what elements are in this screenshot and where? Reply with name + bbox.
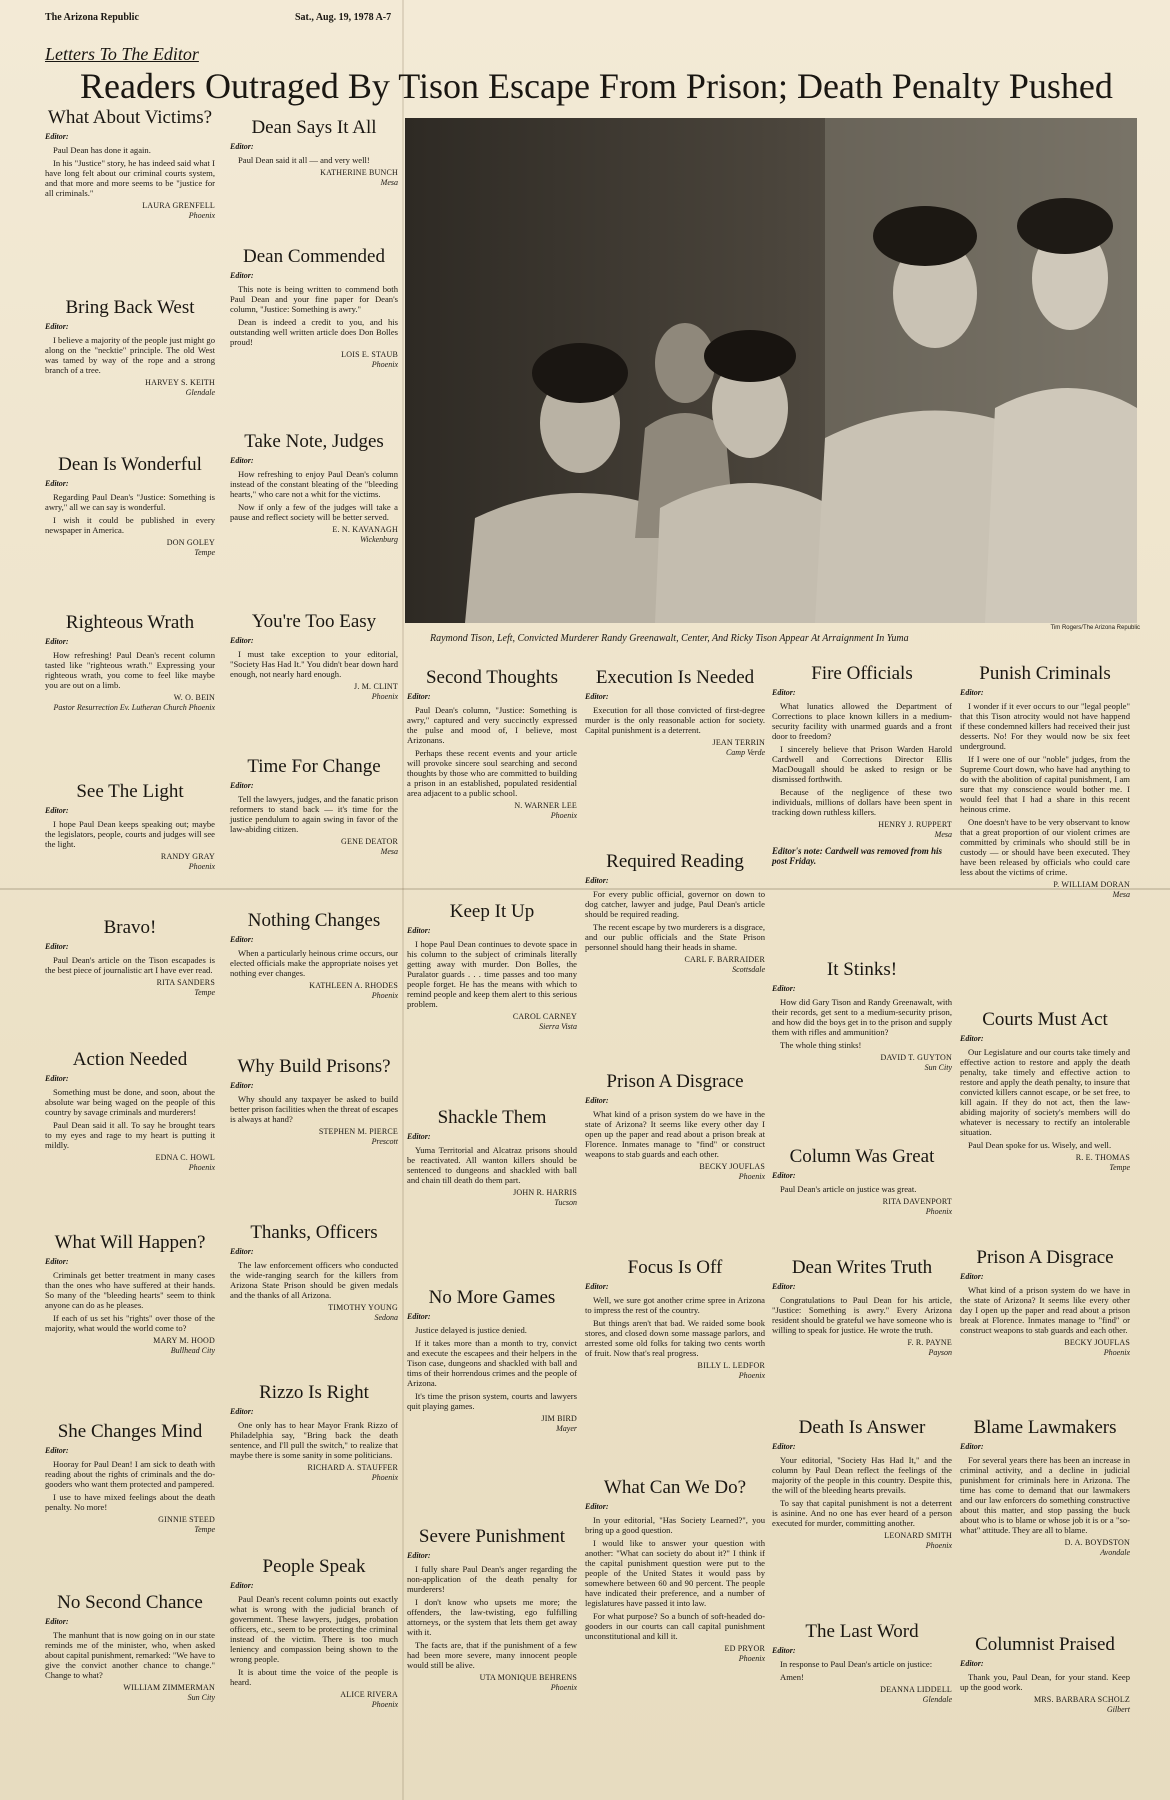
letter-title: What About Victims? <box>47 107 213 128</box>
letter-it-stinks <box>772 960 952 1073</box>
letter-paragraph: The manhunt that is now going on in our state reminds me of the minister, who, when asked about capital punishment, remarked: "We have to give the convict another chance to change." Change to what? <box>45 1630 215 1680</box>
editor-salutation: Editor: <box>230 781 254 790</box>
editor-salutation: Editor: <box>45 132 69 141</box>
editor-salutation: Editor: <box>45 1446 69 1455</box>
letter-author: GINNIE STEED <box>158 1515 215 1524</box>
letter-place: Sedona <box>374 1313 398 1322</box>
letter-paragraph: Regarding Paul Dean's "Justice: Something is awry," all we can say is wonderful. <box>45 492 215 512</box>
letter-paragraph: The facts are, that if the punishment of a few had been more severe, many innocent people would still be alive. <box>407 1640 577 1670</box>
letter-paragraph: If each of us set his "rights" over those of the majority, what would the world come to? <box>45 1313 215 1333</box>
letter-paragraph: What kind of a prison system do we have in the state of Arizona? It seems like every other day I open up the paper and read about a prison break at Florence. Inmates manage to "find" or construct weapons to stab guards and each other. <box>960 1285 1130 1335</box>
letter-paragraph: Our Legislature and our courts take timely and effective action to restore and apply the death penalty, take timely and effective action to restore and apply the death penalty, to insure that convicted killers cannot escape, or be set free, to kill again. If they do not act, then the law-abiding majority of society's members will do whatever is necessary to rectify an intolerable situation. <box>960 1047 1130 1137</box>
letter-title: Nothing Changes <box>247 910 381 931</box>
letter-punish-criminals <box>960 664 1130 900</box>
letter-place: Phoenix <box>925 1541 952 1550</box>
editor-salutation: Editor: <box>45 1257 69 1266</box>
editor-salutation: Editor: <box>772 1646 796 1655</box>
editor-salutation: Editor: <box>960 688 984 697</box>
letter-title: Column Was Great <box>789 1146 935 1167</box>
letter-title: No More Games <box>428 1287 556 1308</box>
letter-place: Wickenburg <box>360 535 398 544</box>
letter-paragraph: Amen! <box>780 1672 804 1682</box>
letter-required-reading <box>585 852 765 975</box>
editor-salutation: Editor: <box>45 637 69 646</box>
letter-take-note-judges <box>230 432 398 545</box>
editor-salutation: Editor: <box>45 806 69 815</box>
letter-place: Glendale <box>922 1695 952 1704</box>
letter-title: Bravo! <box>103 917 157 938</box>
letter-place: Mesa <box>1112 890 1130 899</box>
letter-fire-officials <box>772 664 952 866</box>
editor-salutation: Editor: <box>407 692 431 701</box>
letter-title: Dean Is Wonderful <box>58 454 202 475</box>
letter-place: Tempe <box>194 548 215 557</box>
letter-author: BECKY JOUFLAS <box>1064 1338 1130 1347</box>
letter-place: Phoenix <box>188 1163 215 1172</box>
letter-why-build-prisons <box>230 1057 398 1147</box>
letter-what-about-victims <box>45 108 215 221</box>
letter-author: HENRY J. RUPPERT <box>878 820 952 829</box>
letter-paragraph: The whole thing stinks! <box>780 1040 862 1050</box>
letter-paragraph: For several years there has been an increase in criminal activity, and a decline in judicial punishment for criminals here in Arizona. The time has come to demand that our lawmakers and our law enforcers do something constructive about this matter, and stop passing the buck about who is to blame or whose job it is or a "so-what" attitude. They are all to blame. <box>960 1455 1130 1535</box>
letter-paragraph: I hope Paul Dean keeps speaking out; maybe the legislators, people, courts and judges will see the light. <box>45 819 215 849</box>
letter-place: Payson <box>928 1348 952 1357</box>
letter-prison-a-disgrace-1 <box>585 1072 765 1182</box>
editor-salutation: Editor: <box>230 1407 254 1416</box>
letter-place: Tucson <box>554 1198 577 1207</box>
letter-title: Blame Lawmakers <box>973 1417 1117 1438</box>
editor-salutation: Editor: <box>45 1074 69 1083</box>
letter-author: KATHLEEN A. RHODES <box>309 981 398 990</box>
letter-rizzo-is-right <box>230 1383 398 1483</box>
editor-salutation: Editor: <box>230 1247 254 1256</box>
letter-title: Dean Writes Truth <box>791 1257 933 1278</box>
letter-dean-says-it-all <box>230 118 398 188</box>
letter-paragraph: If it takes more than a month to try, convict and execute the escapees and their helpers in the Tison case, dungeons and shackled with ball and tims of their horrendous crimes and the people of Arizona. <box>407 1338 577 1388</box>
editor-salutation: Editor: <box>230 636 254 645</box>
letter-author: BILLY L. LEDFOR <box>697 1361 765 1370</box>
letter-title: Fire Officials <box>811 663 913 684</box>
letter-youre-too-easy <box>230 612 398 702</box>
letter-title: Rizzo Is Right <box>259 1382 369 1403</box>
letter-paragraph: Criminals get better treatment in many cases than the ones who have suffered at their hands. So many of the "bleeding hearts" seem to think anyone can do as he pleases. <box>45 1270 215 1310</box>
letter-place: Avondale <box>1100 1548 1130 1557</box>
editors-note: Editor's note: Cardwell was removed from his post Friday. <box>772 846 943 866</box>
letter-author: EDNA C. HOWL <box>155 1153 215 1162</box>
issue-date: Sat., Aug. 19, 1978 A-7 <box>295 12 392 23</box>
editor-salutation: Editor: <box>230 456 254 465</box>
photo-figures <box>405 118 1137 623</box>
letter-dean-commended <box>230 247 398 370</box>
letter-paragraph: It's time the prison system, courts and lawyers quit playing games. <box>407 1391 577 1411</box>
letter-paragraph: Something must be done, and soon, about the absolute war being waged on the people of this country by savage criminals and murderers! <box>45 1087 215 1117</box>
letter-author: P. WILLIAM DORAN <box>1053 880 1130 889</box>
letter-place: Camp Verde <box>725 748 765 757</box>
letter-author: TIMOTHY YOUNG <box>328 1303 398 1312</box>
letter-paragraph: I fully share Paul Dean's anger regarding the non-application of the death penalty for murderers! <box>407 1564 577 1594</box>
letter-author: RICHARD A. STAUFFER <box>307 1463 398 1472</box>
letter-place: Phoenix <box>1103 1348 1130 1357</box>
letter-courts-must-act <box>960 1010 1130 1173</box>
letter-place: Mesa <box>380 847 398 856</box>
letter-place: Phoenix <box>738 1371 765 1380</box>
letter-author: KATHERINE BUNCH <box>320 168 398 177</box>
letter-paragraph: Now if only a few of the judges will take a pause and reflect society will be better served. <box>230 502 398 522</box>
editor-salutation: Editor: <box>772 1171 796 1180</box>
letter-what-will-happen <box>45 1233 215 1356</box>
letter-title: Time For Change <box>247 756 381 777</box>
letter-place: Tempe <box>194 988 215 997</box>
letter-title: Second Thoughts <box>425 667 559 688</box>
letter-author: JOHN R. HARRIS <box>513 1188 577 1197</box>
letter-paragraph: I don't know who upsets me more; the offenders, the law-twisting, ego fulfilling attorneys, or the system that lets them get away with it. <box>407 1597 577 1637</box>
letter-author: ALICE RIVERA <box>340 1690 398 1699</box>
letter-place: Phoenix <box>550 811 577 820</box>
letter-see-the-light <box>45 782 215 872</box>
editor-salutation: Editor: <box>230 142 254 151</box>
letter-paragraph: Paul Dean spoke for us. Wisely, and well. <box>968 1140 1112 1150</box>
editor-salutation: Editor: <box>960 1272 984 1281</box>
letter-bravo <box>45 918 215 998</box>
letter-place: Glendale <box>185 388 215 397</box>
letter-author: W. O. BEIN <box>173 693 215 702</box>
letter-second-thoughts <box>407 668 577 821</box>
editor-salutation: Editor: <box>45 942 69 951</box>
letter-place: Phoenix <box>371 1700 398 1709</box>
letter-paragraph: The law enforcement officers who conducted the wide-ranging search for the killers from Arizona State Prison should be given medals and the thanks of all Arizona. <box>230 1260 398 1300</box>
letter-author: CAROL CARNEY <box>512 1012 577 1021</box>
editor-salutation: Editor: <box>45 479 69 488</box>
editor-salutation: Editor: <box>45 1617 69 1626</box>
editor-salutation: Editor: <box>407 1551 431 1560</box>
letter-author: D. A. BOYDSTON <box>1064 1538 1130 1547</box>
editor-salutation: Editor: <box>585 876 609 885</box>
letter-paragraph: It is about time the voice of the people is heard. <box>230 1667 398 1687</box>
letter-title: People Speak <box>262 1556 366 1577</box>
letter-author: LAURA GRENFELL <box>142 201 215 210</box>
letter-title: The Last Word <box>805 1621 919 1642</box>
letter-place: Phoenix <box>738 1172 765 1181</box>
letter-title: Keep It Up <box>449 901 535 922</box>
letter-she-changes-mind <box>45 1422 215 1535</box>
editor-salutation: Editor: <box>585 1282 609 1291</box>
letter-author: UTA MONIQUE BEHRENS <box>479 1673 577 1682</box>
letter-author: J. M. CLINT <box>354 682 398 691</box>
letter-author: LEONARD SMITH <box>884 1531 952 1540</box>
editor-salutation: Editor: <box>230 1081 254 1090</box>
letter-author: MRS. BARBARA SCHOLZ <box>1033 1695 1130 1704</box>
editor-salutation: Editor: <box>230 935 254 944</box>
letter-what-can-we-do <box>585 1478 765 1664</box>
letter-author: F. R. PAYNE <box>907 1338 952 1347</box>
letter-author: RANDY GRAY <box>160 852 215 861</box>
letter-paragraph: Why should any taxpayer be asked to build better prison facilities when the threat of escapes is always at hand? <box>230 1094 398 1124</box>
letter-paragraph: Your editorial, "Society Has Had It," and the column by Paul Dean reflect the feelings of the majority of the people in this country. Despite this, the will of the bleeding hearts prevails. <box>772 1455 952 1495</box>
letter-title: Columnist Praised <box>975 1634 1115 1655</box>
letter-place: Mesa <box>934 830 952 839</box>
section-title: Letters To The Editor <box>45 44 199 64</box>
letter-paragraph: To say that capital punishment is not a deterrent is asinine. And no one has ever heard of a person executed for murder, committing another. <box>772 1498 952 1528</box>
letter-paragraph: Congratulations to Paul Dean for his article, "Justice: Something is awry." Every Arizona resident should be grateful we have someone who is willing to speak for justice. He wrote the truth. <box>772 1295 952 1335</box>
letter-title: Death Is Answer <box>798 1417 926 1438</box>
letter-title: Prison A Disgrace <box>976 1247 1114 1268</box>
letter-place: Phoenix <box>550 1683 577 1692</box>
letter-paragraph: In your editorial, "Has Society Learned?", you bring up a good question. <box>585 1515 765 1535</box>
letter-title: Prison A Disgrace <box>606 1071 744 1092</box>
letter-title: What Can We Do? <box>603 1477 747 1498</box>
letter-place: Mesa <box>380 178 398 187</box>
letter-title: Action Needed <box>72 1049 188 1070</box>
letter-author: R. E. THOMAS <box>1075 1153 1130 1162</box>
letter-title: Dean Commended <box>243 246 385 267</box>
letter-place: Phoenix <box>371 360 398 369</box>
editor-salutation: Editor: <box>772 1282 796 1291</box>
letter-paragraph: I hope Paul Dean continues to devote space in his column to the subject of criminals literally getting away with murder. Don Bolles, the Puralator guards . . . time passes and too many people forget. He has the means with which to remind people and keep them alert to this serious problem. <box>407 939 577 1009</box>
letter-title: She Changes Mind <box>57 1421 203 1442</box>
letter-place: Phoenix <box>188 211 215 220</box>
letter-paragraph: I wonder if it ever occurs to our "legal people" that this Tison atrocity would not have happend if these condemned killers had received their just desserts. No! For they would now be six feet underground. <box>960 701 1130 751</box>
letter-paragraph: The recent escape by two murderers is a disgrace, and our public officials and the State Prison personnel should hang their heads in shame. <box>585 922 765 952</box>
letter-place: Scottsdale <box>732 965 765 974</box>
letter-paragraph: Paul Dean has done it again. <box>53 145 151 155</box>
letter-title: Execution Is Needed <box>595 667 755 688</box>
letter-title: Shackle Them <box>437 1107 547 1128</box>
letter-severe-punishment <box>407 1527 577 1693</box>
letter-place: Mayer <box>556 1424 577 1433</box>
letter-title: Dean Says It All <box>251 117 377 138</box>
letter-paragraph: I wish it could be published in every newspaper in America. <box>45 515 215 535</box>
editor-salutation: Editor: <box>960 1034 984 1043</box>
letter-paragraph: I believe a majority of the people just might go along on the "necktie" principle. The old West was tamed by way of the rope and a strong branch of a tree. <box>45 335 215 375</box>
letter-people-speak <box>230 1557 398 1710</box>
letter-dean-writes-truth <box>772 1258 952 1358</box>
letter-righteous-wrath <box>45 613 215 713</box>
letter-author: JIM BIRD <box>541 1414 577 1423</box>
letter-no-more-games <box>407 1288 577 1434</box>
letter-paragraph: Well, we sure got another crime spree in Arizona to impress the rest of the country. <box>585 1295 765 1315</box>
editor-salutation: Editor: <box>585 1096 609 1105</box>
letter-the-last-word <box>772 1622 952 1705</box>
editor-salutation: Editor: <box>960 1659 984 1668</box>
letter-focus-is-off <box>585 1258 765 1381</box>
letter-title: Punish Criminals <box>979 663 1111 684</box>
letter-action-needed <box>45 1050 215 1173</box>
letter-author: E. N. KAVANAGH <box>332 525 398 534</box>
letter-paragraph: I would like to answer your question with another: "What can society do about it?" I think if the capital punishment question were put to the people of the United States it would pass by somewhere between 60 and 90 percent. The people have indicated their preference, and a number of legislatures have passed it into law. <box>585 1538 765 1608</box>
editor-salutation: Editor: <box>407 1312 431 1321</box>
letter-title: Thanks, Officers <box>250 1222 378 1243</box>
letter-paragraph: What lunatics allowed the Department of Corrections to place known killers in a medium-security facility with unarmed guards and a front door to freedom? <box>772 701 952 741</box>
letter-place: Phoenix <box>925 1207 952 1216</box>
letter-paragraph: Dean is indeed a credit to you, and his outstanding well written article does Don Bolles proud! <box>230 317 398 347</box>
letter-title: Take Note, Judges <box>244 431 384 452</box>
letter-paragraph: I must take exception to your editorial, "Society Has Had It." You didn't bear down hard enough, not nearly hard enough. <box>230 649 398 679</box>
letter-paragraph: Paul Dean's column, "Justice: Something is awry," captured and very succinctly expressed the pulse and mood of, I believe, most Arizonans. <box>407 705 577 745</box>
letter-paragraph: In his "Justice" story, he has indeed said what I have long felt about our criminal courts system, and that more and more seems to be "justice for all criminals." <box>45 158 215 198</box>
letter-no-second-chance <box>45 1593 215 1703</box>
letter-author: CARL F. BARRAIDER <box>684 955 765 964</box>
letter-place: Phoenix <box>371 1473 398 1482</box>
letter-title: What Will Happen? <box>54 1232 206 1253</box>
letter-execution-is-needed <box>585 668 765 758</box>
letter-paragraph: Paul Dean's recent column points out exactly what is wrong with the judicial branch of government. These lawyers, judges, probation officers, etc., seem to be protecting the criminal instead of the victim. There is too much leniency and compassion being shown to the wrong people. <box>230 1594 398 1664</box>
editor-salutation: Editor: <box>960 1442 984 1451</box>
letter-author: WILLIAM ZIMMERMAN <box>123 1683 215 1692</box>
letter-author: DON GOLEY <box>166 538 215 547</box>
letter-death-is-answer <box>772 1418 952 1551</box>
letter-place: Gilbert <box>1106 1705 1130 1714</box>
letter-place: Phoenix <box>188 862 215 871</box>
letter-place: Pastor Resurrection Ev. Lutheran Church Phoenix <box>53 703 215 712</box>
page-headline: Readers Outraged By Tison Escape From Prison; Death Penalty Pushed <box>80 66 1113 106</box>
letter-paragraph: This note is being written to commend both Paul Dean and your fine paper for Dean's column, "Justice: Something is awry." <box>230 284 398 314</box>
letter-paragraph: If I were one of our "noble" judges, from the Supreme Court down, who have had anything to do with the abolition of capital punishment, I am sure that my conscience would bother me. I would feel that I had a share in this recent heinous crime. <box>960 754 1130 814</box>
letter-paragraph: I use to have mixed feelings about the death penalty. No more! <box>45 1492 215 1512</box>
letter-paragraph: How refreshing! Paul Dean's recent column tasted like "righteous wrath." Expressing your righteous wrath, you come to feel like maybe you are out on a limb. <box>45 650 215 690</box>
letter-title: Focus Is Off <box>627 1257 723 1278</box>
editor-salutation: Editor: <box>407 926 431 935</box>
letter-title: Why Build Prisons? <box>237 1056 391 1077</box>
letter-paragraph: Because of the negligence of these two individuals, millions of dollars have been spent in tracking down ruthless killers. <box>772 787 952 817</box>
letter-nothing-changes <box>230 911 398 1001</box>
letter-paragraph: Thank you, Paul Dean, for your stand. Keep up the good work. <box>960 1672 1130 1692</box>
letter-place: Bullhead City <box>170 1346 215 1355</box>
letter-paragraph: Execution for all those convicted of first-degree murder is the only reasonable action for society. Capital punishment is a deterrent. <box>585 705 765 735</box>
letter-author: JEAN TERRIN <box>712 738 765 747</box>
letter-author: RITA SANDERS <box>156 978 215 987</box>
letter-paragraph: One only has to hear Mayor Frank Rizzo of Philadelphia say, "Bring back the death sentence, and I'll pull the switch," to realize that maybe there is some sanity in some politicians. <box>230 1420 398 1460</box>
paper-name: The Arizona Republic <box>45 12 139 23</box>
editor-salutation: Editor: <box>45 322 69 331</box>
editor-salutation: Editor: <box>772 984 796 993</box>
letter-paragraph: But things aren't that bad. We raided some book stores, and closed down some massage parlors, and arrested some old folks for taking two cents worth of fruit. Now that's real progress. <box>585 1318 765 1358</box>
letter-time-for-change <box>230 757 398 857</box>
letter-paragraph: In response to Paul Dean's article on justice: <box>780 1659 933 1669</box>
photo-credit: Tim Rogers/The Arizona Republic <box>1050 625 1140 631</box>
column-rule <box>402 0 404 1800</box>
letter-author: STEPHEN M. PIERCE <box>318 1127 398 1136</box>
letter-author: ED PRYOR <box>724 1644 765 1653</box>
letter-paragraph: Tell the lawyers, judges, and the fanatic prison reformers to stand back — it's time for the justice pendulum to again swing in favor of the law-abiding citizen. <box>230 794 399 834</box>
letter-title: Courts Must Act <box>982 1009 1108 1030</box>
editor-salutation: Editor: <box>585 692 609 701</box>
letter-place: Tempe <box>194 1525 215 1534</box>
letter-shackle-them <box>407 1108 577 1208</box>
letter-bring-back-west <box>45 298 215 398</box>
masthead <box>45 12 1125 28</box>
photo-caption: Raymond Tison, Left, Convicted Murderer Randy Greenawalt, Center, And Ricky Tison Appear At Arraignment In Yuma <box>430 633 909 644</box>
letter-author: DEANNA LIDDELL <box>880 1685 952 1694</box>
letter-paragraph: What kind of a prison system do we have in the state of Arizona? It seems like every other day I open up the paper and read about a prison break at Florence. Inmates manage to "find" or construct weapons to stab guards and each other. <box>585 1109 765 1159</box>
editor-salutation: Editor: <box>772 688 796 697</box>
letter-paragraph: How refreshing to enjoy Paul Dean's column instead of the constant bleating of the "bleeding hearts," who care not a whit for the victims. <box>230 469 398 499</box>
letter-paragraph: For what purpose? So a bunch of soft-headed do-gooders in our courts can call capital punishment unconstitutional and kill it. <box>585 1611 765 1641</box>
letter-blame-lawmakers <box>960 1418 1130 1558</box>
letter-author: MARY M. HOOD <box>153 1336 215 1345</box>
letter-place: Phoenix <box>371 991 398 1000</box>
letter-paragraph: Paul Dean's article on justice was great. <box>780 1184 917 1194</box>
letter-paragraph: Paul Dean said it all. To say he brought tears to my eyes and rage to my heart is putting it mildly. <box>45 1120 215 1150</box>
editor-salutation: Editor: <box>585 1502 609 1511</box>
editor-salutation: Editor: <box>772 1442 796 1451</box>
letter-title: Bring Back West <box>65 297 195 318</box>
letter-place: Phoenix <box>371 692 398 701</box>
letter-place: Sun City <box>187 1693 215 1702</box>
letter-paragraph: Justice delayed is justice denied. <box>415 1325 527 1335</box>
letter-keep-it-up <box>407 902 577 1032</box>
letter-prison-a-disgrace-2 <box>960 1248 1130 1358</box>
letter-paragraph: I sincerely believe that Prison Warden Harold Cardwell and Corrections Director Ellis MacDougall should be asked to resign or be dismissed forthwith. <box>772 744 952 784</box>
letter-place: Prescott <box>371 1137 398 1146</box>
letter-author: GENE DEATOR <box>341 837 398 846</box>
letter-place: Sun City <box>924 1063 952 1072</box>
letter-author: DAVID T. GUYTON <box>880 1053 952 1062</box>
letter-paragraph: How did Gary Tison and Randy Greenawalt, with their records, get sent to a medium-security prison, and how did the boys get in to the prison and supply them with rifles and ammunition? <box>772 997 952 1037</box>
letter-title: You're Too Easy <box>251 611 377 632</box>
letter-paragraph: For every public official, governor on down to dog catcher, lawyer and judge, Paul Dean's article should be required reading. <box>585 889 765 919</box>
editor-salutation: Editor: <box>230 1581 254 1590</box>
arraignment-photo <box>405 118 1137 623</box>
letter-place: Phoenix <box>738 1654 765 1663</box>
letter-title: Required Reading <box>606 851 744 872</box>
editor-salutation: Editor: <box>407 1132 431 1141</box>
letter-paragraph: Hooray for Paul Dean! I am sick to death with reading about the rights of criminals and the do-gooders who want them protected and pampered. <box>45 1459 215 1489</box>
letter-title: Righteous Wrath <box>65 612 195 633</box>
letter-author: N. WARNER LEE <box>514 801 577 810</box>
letter-author: HARVEY S. KEITH <box>145 378 215 387</box>
letter-author: BECKY JOUFLAS <box>699 1162 765 1171</box>
letter-place: Tempe <box>1109 1163 1130 1172</box>
editor-salutation: Editor: <box>230 271 254 280</box>
letter-author: RITA DAVENPORT <box>882 1197 952 1206</box>
letter-title: No Second Chance <box>57 1592 203 1613</box>
letter-author: LOIS E. STAUB <box>341 350 398 359</box>
letter-paragraph: Paul Dean said it all — and very well! <box>238 155 370 165</box>
letter-paragraph: Yuma Territorial and Alcatraz prisons should be reactivated. All wanton killers should be sentenced to dungeons and shackled with ball and chain till death do them part. <box>407 1145 577 1185</box>
letter-paragraph: When a particularly heinous crime occurs, our elected officials make the appropriate noises yet nothing ever changes. <box>230 948 398 978</box>
letter-title: See The Light <box>76 781 184 802</box>
letter-paragraph: One doesn't have to be very observant to know that a great proportion of our violent crimes are committed by criminals who should still be in custody — or should have been executed. They have been released by officials who could care less about the victims of crime. <box>960 817 1130 877</box>
letter-paragraph: Perhaps these recent events and your article will provoke sincere soul searching and second thoughts by those who are committed to building a prison in an established, populated residential area adjacent to a public school. <box>407 748 577 798</box>
letter-title: It Stinks! <box>826 959 898 980</box>
letter-place: Sierra Vista <box>539 1022 577 1031</box>
letter-paragraph: Paul Dean's article on the Tison escapades is the best piece of journalistic art I have ever read. <box>45 955 215 975</box>
letter-title: Severe Punishment <box>418 1526 566 1547</box>
letter-thanks-officers <box>230 1223 398 1323</box>
letter-dean-is-wonderful <box>45 455 215 558</box>
letter-column-was-great <box>772 1147 952 1217</box>
letter-columnist-praised <box>960 1635 1130 1715</box>
